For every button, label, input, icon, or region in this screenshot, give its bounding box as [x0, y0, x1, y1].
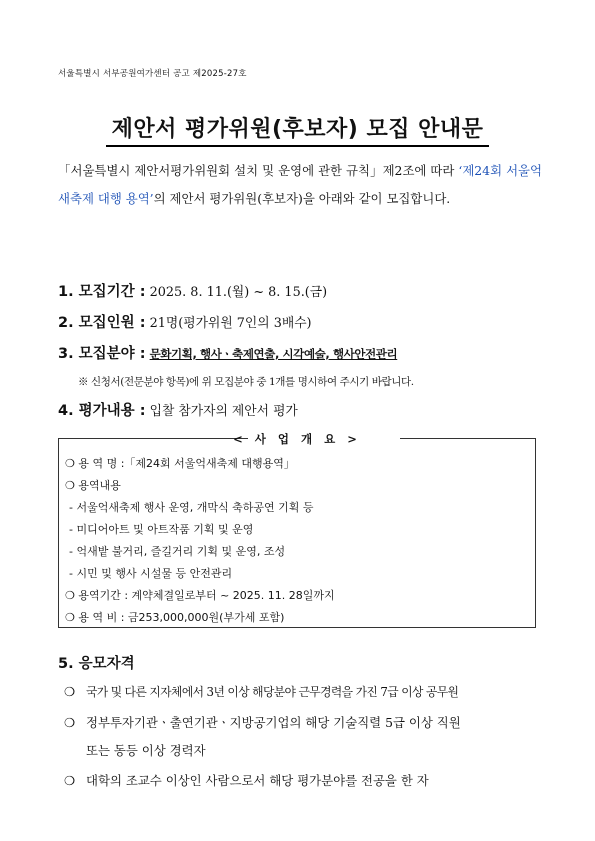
qualification-item — [64, 713, 461, 731]
summary-line-period: ❍ 용역기간 : 계약체결일로부터 ~ 2025. 11. 28일까지 — [65, 589, 335, 602]
field-value: 문화기획, 행사ㆍ축제연출, 시각예술, 행사안전관리 — [149, 347, 398, 361]
qualification-item — [64, 771, 429, 789]
period-label: 1. 모집기간 : — [58, 284, 146, 300]
summary-box-heading: < 사 업 개 요 > — [233, 432, 361, 446]
summary-line-item-4: - 시민 및 행사 시설물 등 안전관리 — [69, 567, 233, 580]
page-title: 제안서 평가위원(후보자) 모집 안내문 — [106, 112, 490, 147]
intro-text-2: 의 제안서 평가위원(후보자)을 아래와 같이 모집합니다. — [153, 191, 451, 206]
qualification-text: 대학의 조교수 이상인 사람으로서 해당 평가분야를 전공을 한 자 — [86, 773, 429, 788]
field-label: 3. 모집분야 : — [58, 346, 146, 362]
eval-value: 입찰 참가자의 제안서 평가 — [149, 404, 298, 419]
section-period — [58, 280, 327, 301]
qualification-text: 국가 및 다른 지자체에서 3년 이상 해당분야 근무경력을 가진 7급 이상 공무원 — [86, 685, 459, 699]
title-container — [0, 112, 595, 147]
qualification-item — [64, 683, 458, 700]
summary-line-name: ❍ 용 역 명 :「제24회 서울억새축제 대행용역」 — [65, 457, 295, 470]
summary-box — [58, 438, 536, 628]
notice-number: 서울특별시 서부공원여가센터 공고 제2025-27호 — [58, 69, 247, 79]
summary-line-item-2: - 미디어아트 및 아트작품 기획 및 운영 — [69, 523, 254, 536]
period-value: 2025. 8. 11.(월) ~ 8. 15.(금) — [149, 285, 328, 300]
intro-highlight: ‘제24회 서울억새축제 대행 용역’ — [58, 163, 542, 206]
count-value: 21명(평가위원 7인의 3배수) — [149, 316, 312, 331]
qualification-text: 정부투자기관ㆍ출연기관ㆍ지방공기업의 해당 기술직렬 5급 이상 직원 — [86, 715, 461, 730]
summary-line-content: ❍ 용역내용 — [65, 479, 121, 492]
intro-paragraph — [58, 157, 542, 213]
circle-bullet-icon: ❍ — [64, 715, 76, 730]
summary-line-cost: ❍ 용 역 비 : 금253,000,000원(부가세 포함) — [65, 611, 285, 624]
summary-line-item-1: - 서울억새축제 행사 운영, 개막식 축하공연 기획 등 — [69, 501, 314, 514]
intro-text-1: 「서울특별시 제안서평가위원회 설치 및 운영에 관한 규칙」제2조에 따라 — [58, 163, 459, 178]
circle-bullet-icon: ❍ — [64, 684, 76, 699]
summary-line-item-3: - 억새밭 불거리, 즐길거리 기획 및 운영, 조성 — [69, 545, 286, 558]
section-count — [58, 311, 312, 332]
circle-bullet-icon: ❍ — [64, 773, 76, 788]
qualification-text-continued: 또는 동등 이상 경력자 — [86, 743, 206, 758]
qualification-heading: 5. 응모자격 — [58, 656, 135, 672]
count-label: 2. 모집인원 : — [58, 315, 146, 331]
section-eval — [58, 399, 298, 420]
section-field — [58, 342, 397, 363]
field-note: ※ 신청서(전문분야 항목)에 위 모집분야 중 1개를 명시하여 주시기 바랍니다. — [78, 376, 414, 388]
eval-label: 4. 평가내용 : — [58, 403, 146, 419]
